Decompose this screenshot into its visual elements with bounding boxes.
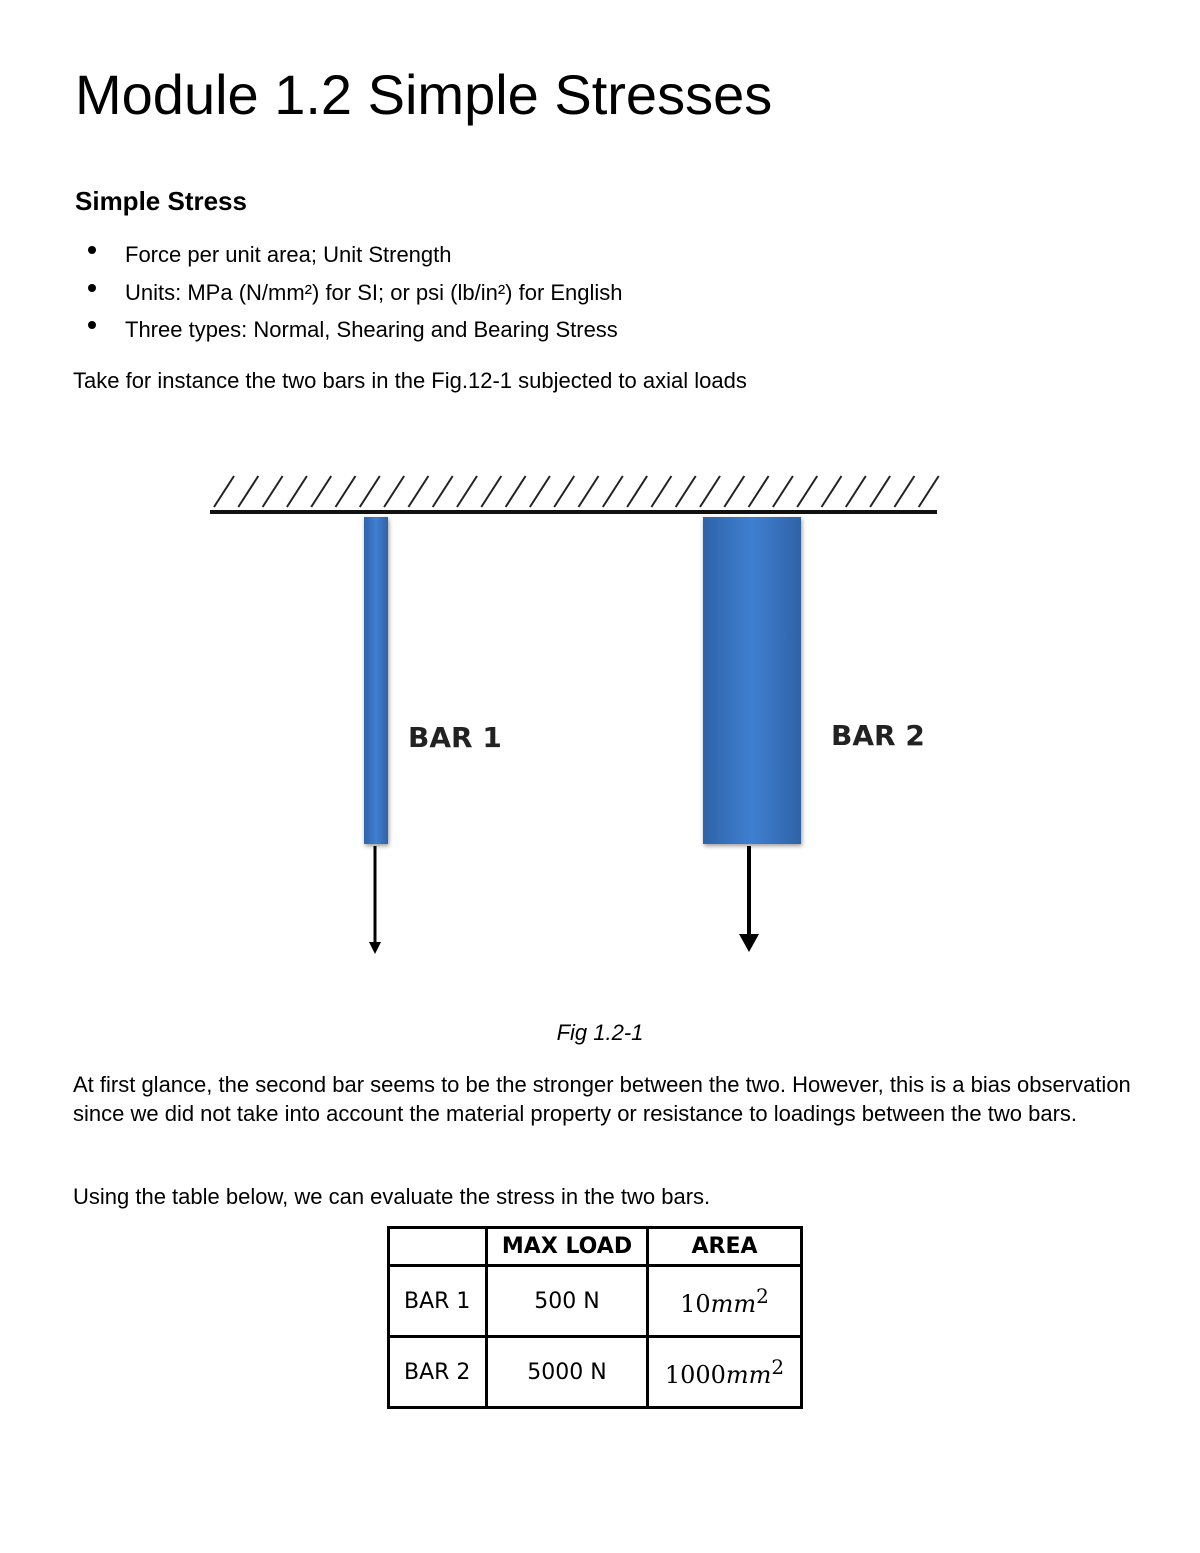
page-title: Module 1.2 Simple Stresses bbox=[75, 63, 773, 126]
hatch-mark bbox=[506, 476, 526, 507]
hatch-mark bbox=[651, 476, 671, 507]
area-exponent: 2 bbox=[771, 1355, 785, 1379]
row-area bbox=[648, 1337, 802, 1408]
bullet-item: Three types: Normal, Shearing and Bearing Stress bbox=[75, 311, 623, 349]
hatch-mark bbox=[530, 476, 550, 507]
bar-2-label: BAR 2 bbox=[831, 719, 925, 752]
table-row bbox=[389, 1337, 802, 1408]
hatch-mark bbox=[797, 476, 817, 507]
bullet-item: Units: MPa (N/mm²) for SI; or psi (lb/in²) for English bbox=[75, 274, 623, 312]
table-header-max-load: MAX LOAD bbox=[487, 1228, 648, 1266]
table-row bbox=[389, 1266, 802, 1337]
row-area bbox=[648, 1266, 802, 1337]
hatch-mark bbox=[724, 476, 744, 507]
hatch-mark bbox=[336, 476, 356, 507]
section-heading: Simple Stress bbox=[75, 186, 247, 216]
hatch-mark bbox=[433, 476, 453, 507]
bar-1-load-arrowhead bbox=[369, 942, 381, 954]
intro-paragraph: Take for instance the two bars in the Fig.12-1 subjected to axial loads bbox=[73, 368, 747, 393]
load-area-table bbox=[387, 1226, 803, 1409]
area-unit: mm bbox=[725, 1361, 772, 1389]
area-unit: mm bbox=[710, 1290, 757, 1318]
hatch-mark bbox=[700, 476, 720, 507]
figure-caption: Fig 1.2-1 bbox=[556, 1020, 644, 1045]
row-max-load: 500 N bbox=[487, 1266, 648, 1337]
hatch-mark bbox=[676, 476, 696, 507]
hatch-mark bbox=[822, 476, 842, 507]
table-header-empty bbox=[389, 1228, 487, 1266]
hatch-mark bbox=[627, 476, 647, 507]
row-bar-name: BAR 1 bbox=[389, 1266, 487, 1337]
row-bar-name: BAR 2 bbox=[389, 1337, 487, 1408]
hatch-mark bbox=[263, 476, 283, 507]
hatch-mark bbox=[457, 476, 477, 507]
fixed-support-hatching bbox=[214, 476, 939, 507]
area-value: 1000 bbox=[664, 1361, 726, 1389]
hatch-mark bbox=[214, 476, 234, 507]
hatch-mark bbox=[579, 476, 599, 507]
bullet-item: Force per unit area; Unit Strength bbox=[75, 236, 623, 274]
hatch-mark bbox=[408, 476, 428, 507]
table-intro-paragraph: Using the table below, we can evaluate the stress in the two bars. bbox=[73, 1184, 711, 1209]
hatch-mark bbox=[360, 476, 380, 507]
hatch-mark bbox=[919, 476, 939, 507]
hatch-mark bbox=[773, 476, 793, 507]
hatch-mark bbox=[238, 476, 258, 507]
hatch-mark bbox=[481, 476, 501, 507]
bar-2-shape bbox=[703, 517, 801, 844]
bar-1-label: BAR 1 bbox=[408, 721, 502, 754]
hatch-mark bbox=[287, 476, 307, 507]
bullet-list bbox=[75, 236, 623, 349]
hatch-mark bbox=[554, 476, 574, 507]
bars-figure bbox=[0, 460, 1200, 980]
bar-1-shape bbox=[364, 517, 388, 844]
bar-2-load-arrowhead bbox=[739, 934, 759, 952]
area-exponent: 2 bbox=[756, 1284, 769, 1308]
area-value: 10 bbox=[680, 1290, 711, 1318]
hatch-mark bbox=[846, 476, 866, 507]
hatch-mark bbox=[894, 476, 914, 507]
hatch-mark bbox=[311, 476, 331, 507]
hatch-mark bbox=[603, 476, 623, 507]
table-header-area: AREA bbox=[648, 1228, 802, 1266]
hatch-mark bbox=[384, 476, 404, 507]
row-max-load: 5000 N bbox=[487, 1337, 648, 1408]
table-header-row bbox=[389, 1228, 802, 1266]
observation-paragraph: At first glance, the second bar seems to be the stronger between the two. However, this is a bias observation since we did not take into account the material property or resistance to loadings between the two bars. bbox=[73, 1072, 1131, 1126]
hatch-mark bbox=[870, 476, 890, 507]
hatch-mark bbox=[749, 476, 769, 507]
